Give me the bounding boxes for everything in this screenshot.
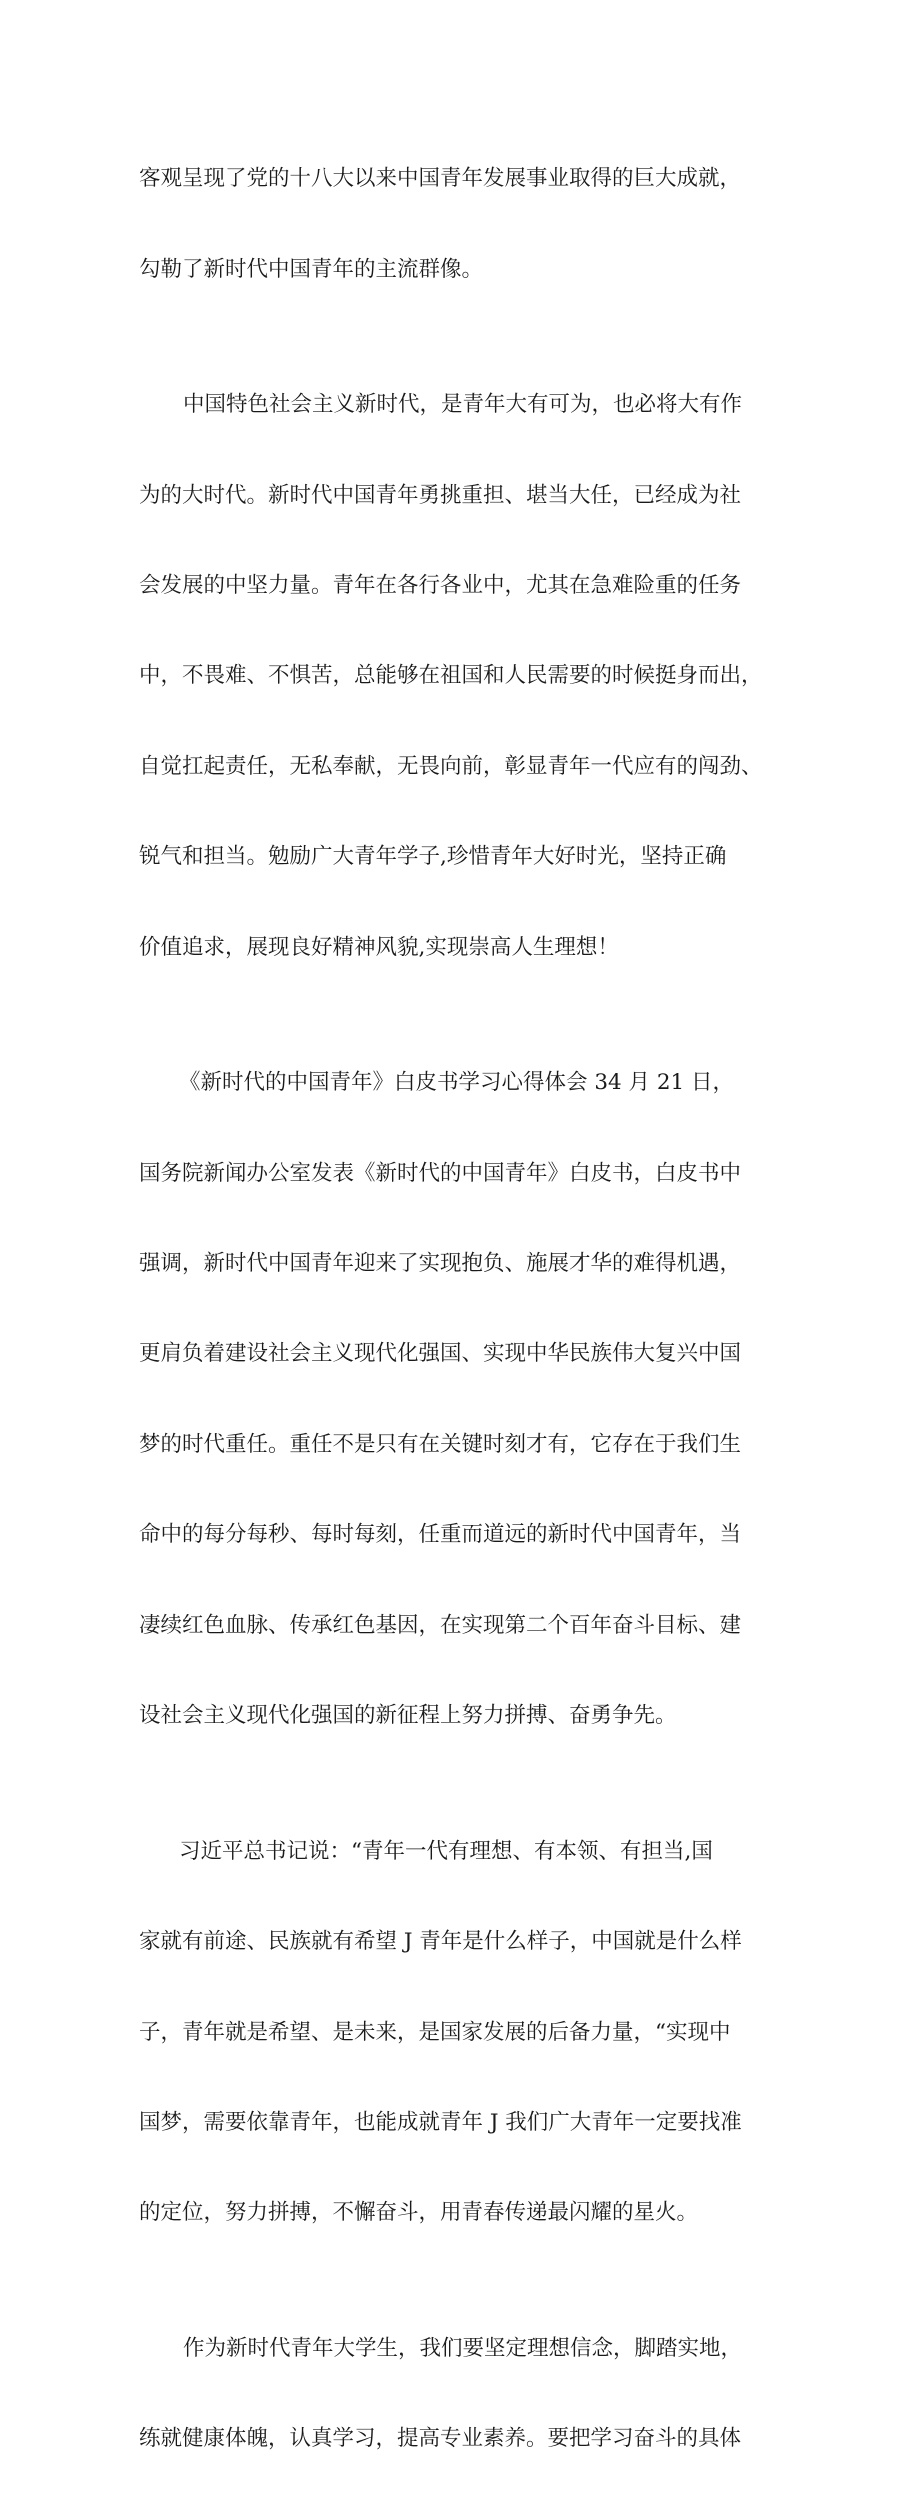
text-line: 《新时代的中国青年》白皮书学习心得体会 34 月 21 日， <box>179 1070 735 1096</box>
text-line: 价值追求，展现良好精神风貌,实现崇高人生理想！ <box>139 934 619 960</box>
text-line: 作为新时代青年大学生，我们要坚定理想信念，脚踏实地， <box>183 2335 743 2361</box>
text-line: 习近平总书记说：“青年一代有理想、有本领、有担当,国 <box>179 1838 713 1864</box>
text-line: 设社会主义现代化强国的新征程上努力拼搏、奋勇争先。 <box>139 1703 677 1729</box>
paragraph-1 <box>139 111 799 337</box>
text-line: 勾勒了新时代中国青年的主流群像。 <box>139 256 484 282</box>
paragraph-3 <box>139 1015 799 1783</box>
text-line: 为的大时代。新时代中国青年勇挑重担、堪当大任，已经成为社 <box>139 482 742 508</box>
text-line: 国务院新闻办公室发表《新时代的中国青年》白皮书，白皮书中 <box>139 1160 742 1186</box>
text-line: 梦的时代重任。重任不是只有在关键时刻才有，它存在于我们生 <box>139 1431 742 1457</box>
text-line: 会发展的中坚力量。青年在各行各业中，尤其在急难险重的任务 <box>139 573 742 599</box>
text-line: 子，青年就是希望、是未来，是国家发展的后备力量，“实现中 <box>139 2019 731 2045</box>
text-line: 自觉扛起责任，无私奉献，无畏向前，彰显青年一代应有的闯劲、 <box>139 753 763 779</box>
text-line: 国梦，需要依靠青年，也能成就青年 J 我们广大青年一定要找准 <box>139 2109 742 2135</box>
text-line: 强调，新时代中国青年迎来了实现抱负、施展才华的难得机遇， <box>139 1251 742 1277</box>
text-line: 命中的每分每秒、每时每刻，任重而道远的新时代中国青年，当 <box>139 1522 742 1548</box>
text-line: 的定位，努力拼搏，不懈奋斗，用青春传递最闪耀的星火。 <box>139 2200 699 2226</box>
text-line: 中国特色社会主义新时代，是青年大有可为，也必将大有作 <box>183 392 743 418</box>
paragraph-4 <box>139 1784 799 2281</box>
paragraph-5 <box>139 2281 799 2507</box>
text-line: 家就有前途、民族就有希望 J 青年是什么样子，中国就是什么样 <box>139 1929 742 1955</box>
text-line: 更肩负着建设社会主义现代化强国、实现中华民族伟大复兴中国 <box>139 1341 742 1367</box>
text-line: 锐气和担当。勉励广大青年学子,珍惜青年大好时光，坚持正确 <box>139 844 727 870</box>
document-body <box>139 111 799 2507</box>
paragraph-2 <box>139 337 799 1015</box>
text-line: 客观呈现了党的十八大以来中国青年发展事业取得的巨大成就， <box>139 166 742 192</box>
text-line: 凄续红色血脉、传承红色基因，在实现第二个百年奋斗目标、建 <box>139 1612 742 1638</box>
text-line: 练就健康体魄，认真学习，提高专业素养。要把学习奋斗的具体 <box>139 2426 742 2452</box>
text-line: 中，不畏难、不惧苦，总能够在祖国和人民需要的时候挺身而出， <box>139 663 763 689</box>
